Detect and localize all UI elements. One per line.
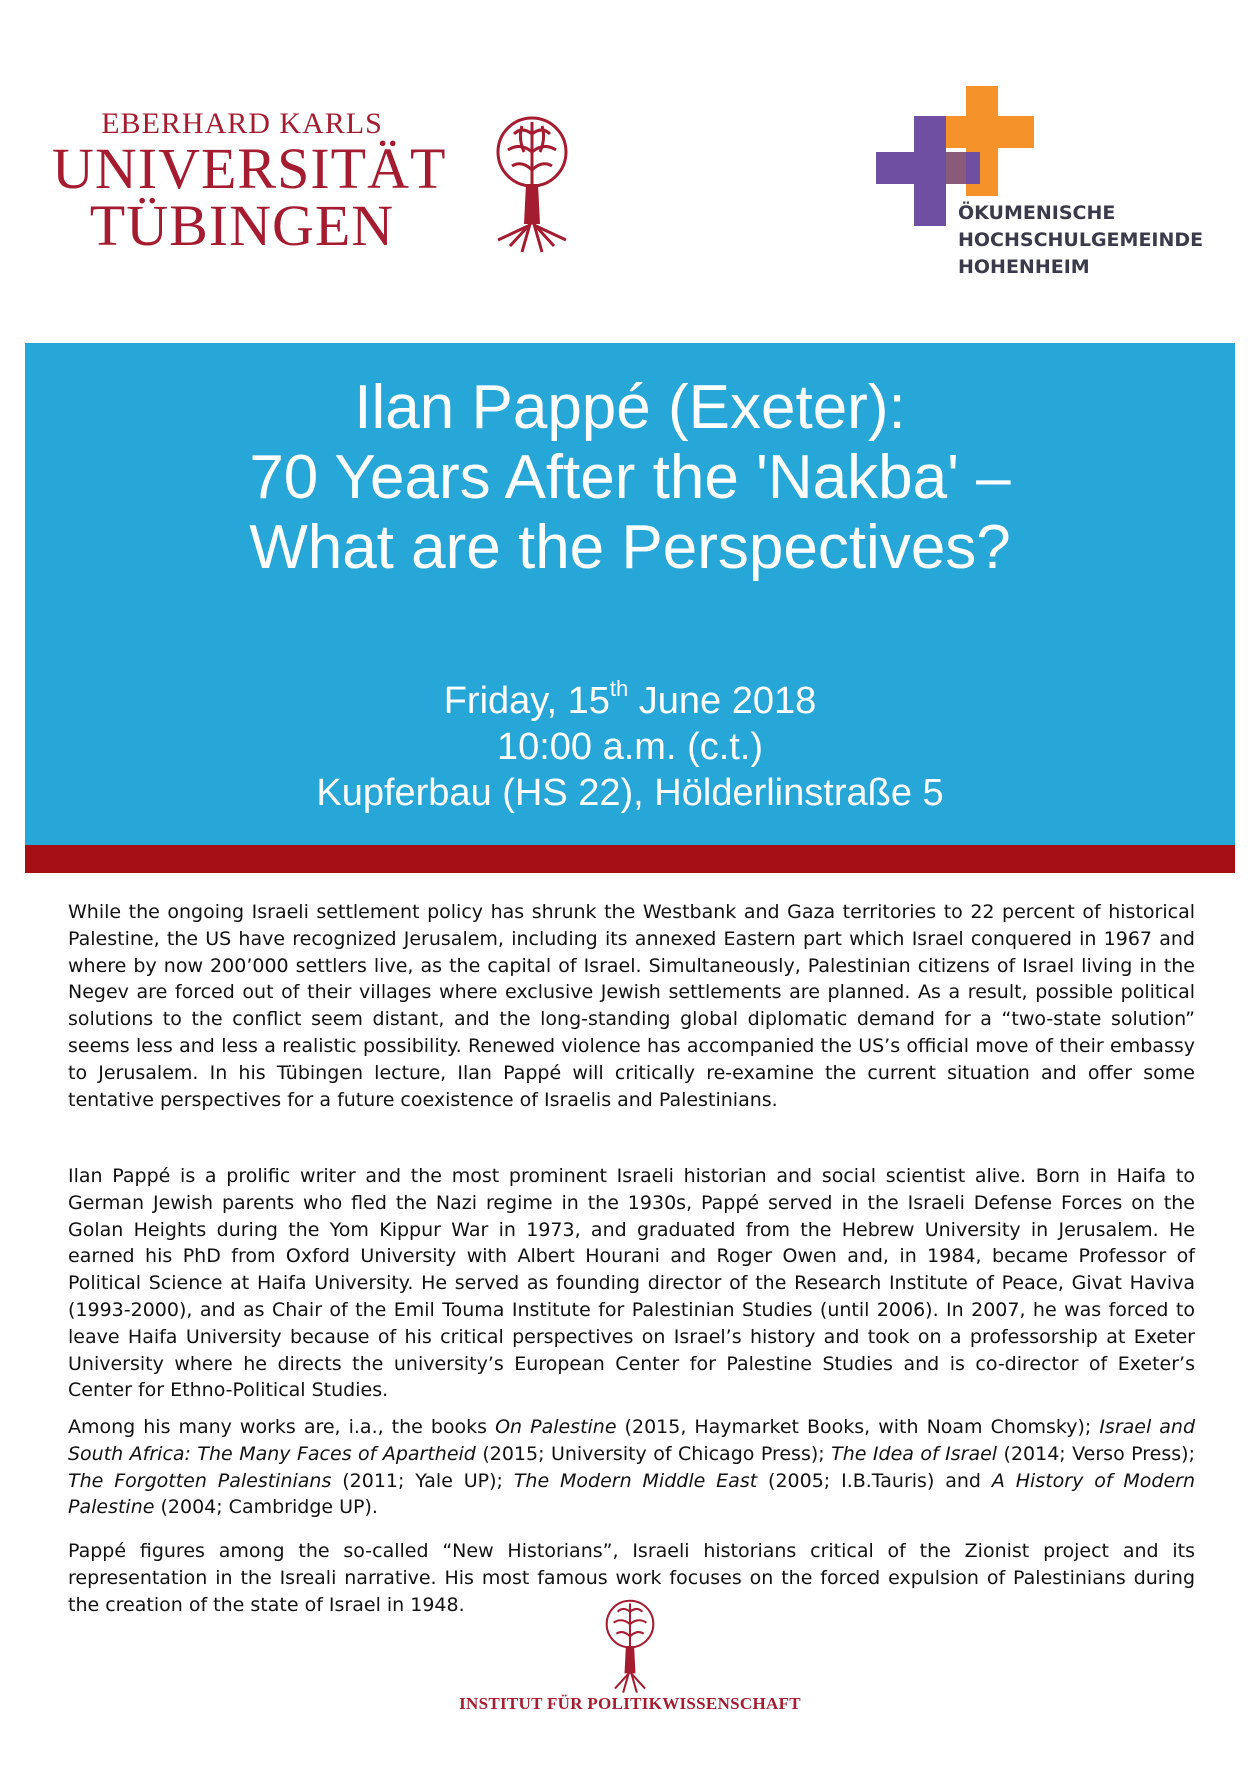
abstract-text: While the ongoing Israeli settlement policy has shrunk the Westbank and Gaza territories to 22 percent of historical Palestine, the US have recognized Jerusalem, including its annexed Eastern part which Israel conquered in 1967 and where by now 200’000 settlers live, as the capital of Israel. Simultaneously, Palestinian citizens of Israel living in the Negev are forced out of their villages where exclusive Jewish settlements are planned. As a result, possible political solutions to the conflict seem distant, and the long-standing global diplomatic demand for a “two-state solution” seems less and less a realistic possibility. Renewed violence has accompanied the US’s official move of their embassy to Jerusalem. In his Tübingen lecture, Ilan Pappé will critically re-examine the current situation and offer some tentative perspectives for a future coexistence of Israelis and Palestinians. — [68, 901, 1195, 1111]
date-ordinal: th — [609, 676, 629, 701]
works-s6: (2005; I.B.Tauris) and — [757, 1469, 992, 1492]
university-line1: EBERHARD KARLS — [101, 107, 383, 140]
works-s7: (2004; Cambridge UP). — [154, 1496, 378, 1519]
title-line1: Ilan Pappé (Exeter): — [354, 373, 906, 442]
book-title: A History of Modern Palestine — [68, 1469, 1196, 1519]
date-suffix: June 2018 — [628, 680, 817, 722]
date-prefix: Friday, 15 — [443, 680, 610, 722]
institute-logo — [455, 1598, 805, 1718]
ecumenical-wordmark — [958, 200, 1203, 281]
book-title: The Modern Middle East — [513, 1469, 758, 1492]
ecumenical-logo — [876, 86, 1216, 286]
works-s5: (2011; Yale UP); — [331, 1469, 514, 1492]
paragraph-abstract — [68, 899, 1195, 1113]
paragraph-biography — [68, 1163, 1195, 1404]
book-title: Israel and South Africa: The Many Faces of Apartheid — [68, 1416, 1195, 1465]
university-line3: TÜBINGEN — [89, 193, 395, 258]
title-line2: 70 Years After the 'Nakba' – — [249, 443, 1011, 512]
tree-icon — [492, 114, 572, 254]
event-date — [25, 678, 1235, 724]
university-logo — [52, 108, 592, 258]
event-time: 10:00 a.m. (c.t.) — [496, 726, 764, 768]
biography-text: Ilan Pappé is a prolific writer and the most prominent Israeli historian and social scientist alive. Born in Haifa to German Jewish parents who fled the Nazi regime in the 1930s, Pappé served in the Israeli Defense Forces on the Golan Heights during the Yom Kippur War in 1973, and graduated from the Hebrew University in Jerusalem. He earned his PhD from Oxford University with Albert Hourani and Roger Owen and, in 1984, became Professor of Political Science at Haifa University. He served as founding director of the Research Institute of Peace, Givat Haviva (1993-2000), and as Chair of the Emil Touma Institute for Palestinian Studies (until 2006). In 2007, he was forced to leave Haifa University because of his critical perspectives on Israel’s history and took on a professorship at Exeter University where he directs the university’s European Center for Palestine Studies and is co-director of Exeter’s Center for Ethno-Political Studies. — [68, 1165, 1195, 1402]
works-s4: (2014; Verso Press); — [997, 1442, 1195, 1465]
event-details — [25, 678, 1235, 816]
book-title: On Palestine — [495, 1416, 617, 1438]
book-title: The Forgotten Palestinians — [68, 1469, 332, 1492]
works-s3: (2015; University of Chicago Press); — [475, 1442, 832, 1465]
institute-name: INSTITUT FÜR POLITIKWISSENSCHAFT — [459, 1694, 801, 1713]
works-s1: Among his many works are, i.a., the books — [68, 1416, 496, 1438]
event-location: Kupferbau (HS 22), Hölderlinstraße 5 — [316, 772, 944, 814]
paragraph-works — [68, 1414, 1195, 1521]
ecumenical-line1: ÖKUMENISCHE — [958, 202, 1116, 224]
works-text — [68, 1414, 1195, 1521]
tree-icon — [600, 1598, 660, 1694]
ecumenical-line3: HOHENHEIM — [958, 256, 1090, 278]
title-line3: What are the Perspectives? — [249, 513, 1011, 582]
university-line2: UNIVERSITÄT — [52, 136, 447, 201]
banner-stripe — [25, 845, 1235, 873]
book-title: The Idea of Israel — [831, 1442, 998, 1465]
works-s2: (2015, Haymarket Books, with Noam Chomsky); — [616, 1416, 1100, 1438]
title-banner — [25, 343, 1235, 845]
event-title — [25, 373, 1235, 583]
ecumenical-line2: HOCHSCHULGEMEINDE — [958, 229, 1204, 251]
new-historians-text: Pappé figures among the so-called “New Historians”, Israeli historians critical of the Zionist project and its representation in the Isreali narrative. His most famous work focuses on the forced expulsion of Palestinians during the creation of the state of Israel in 1948. — [68, 1540, 1195, 1616]
university-wordmark — [52, 107, 447, 258]
